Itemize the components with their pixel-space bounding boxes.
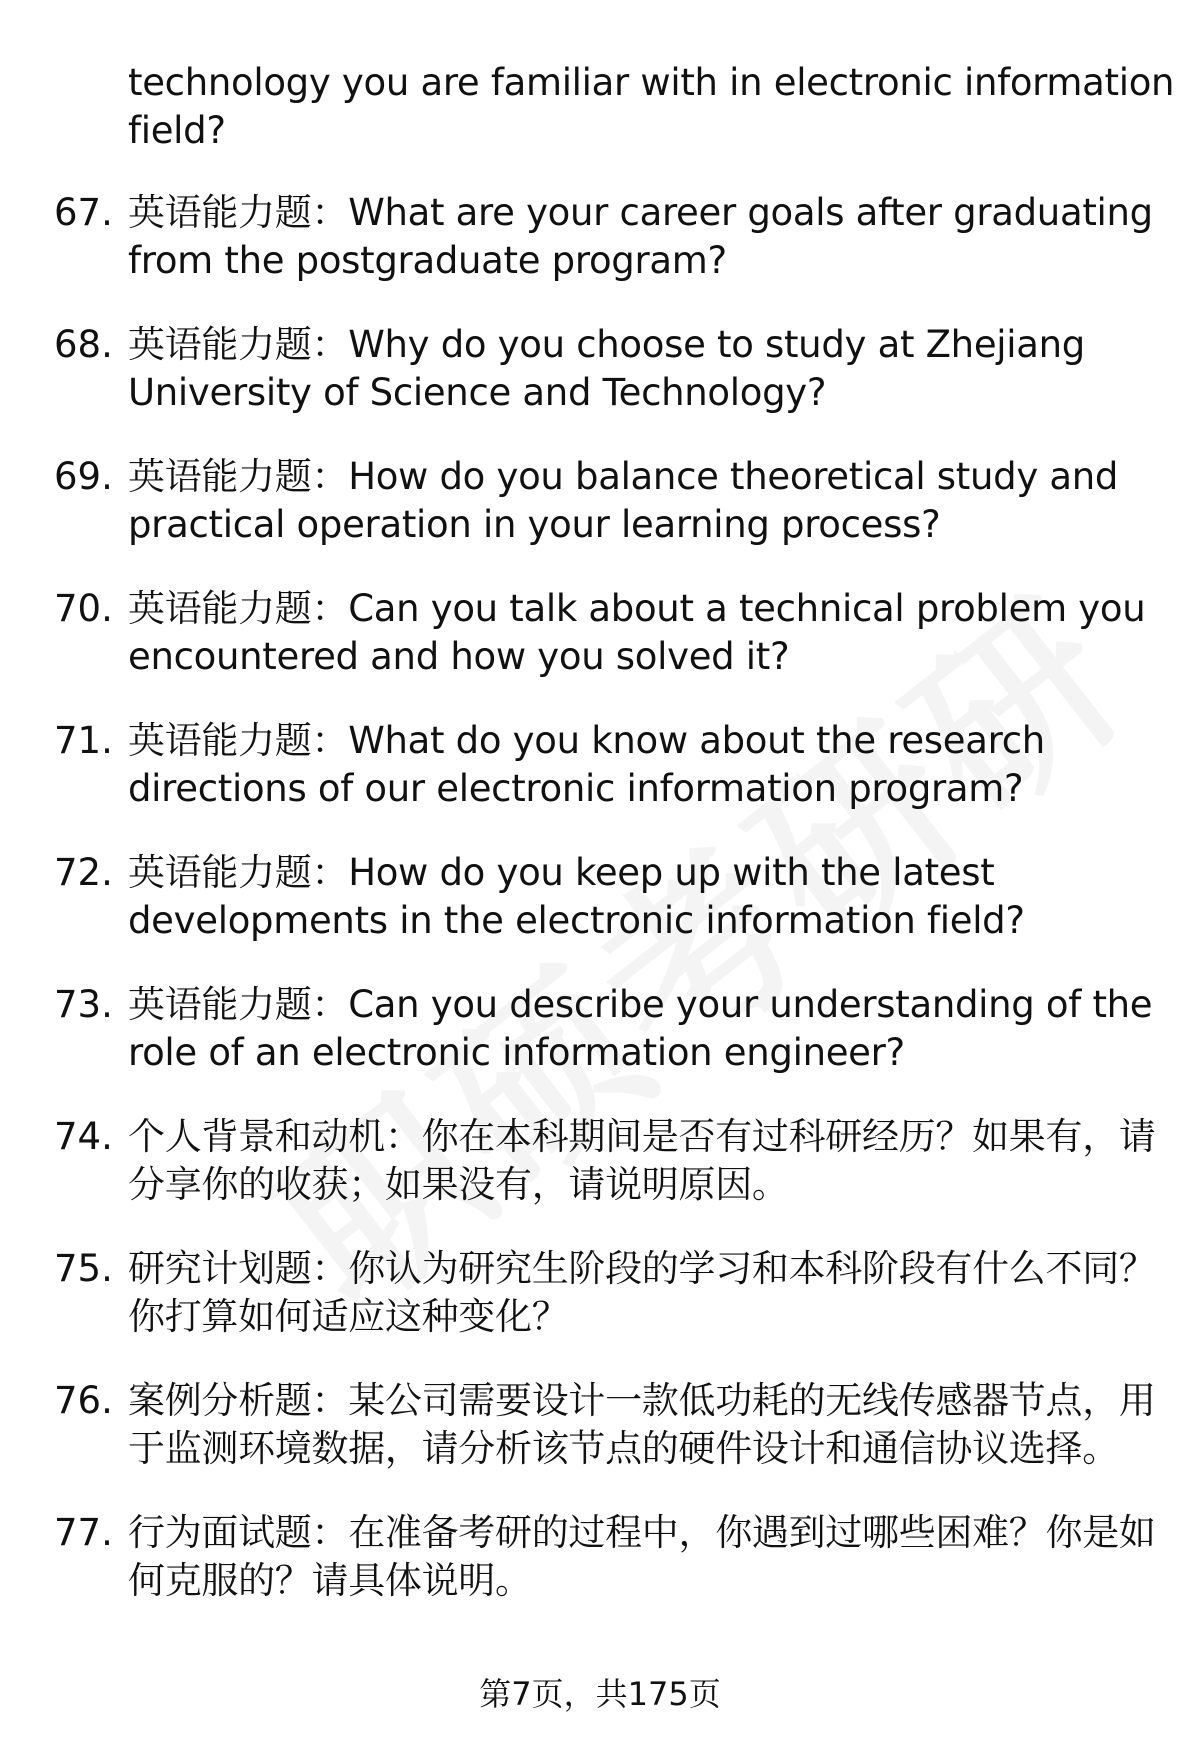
question-item-71 xyxy=(0,717,1200,817)
intro-line-2: field? xyxy=(128,109,226,152)
question-text-line-1: 研究计划题：你认为研究生阶段的学习和本科阶段有什么不同？ xyxy=(128,1247,1156,1290)
question-number: 74. xyxy=(54,1115,113,1158)
question-item-76 xyxy=(0,1377,1200,1477)
question-text-line-2: University of Science and Technology? xyxy=(128,371,827,414)
question-item-67 xyxy=(0,189,1200,289)
intro-line-1: technology you are familiar with in electronic information xyxy=(128,61,1175,104)
question-number: 75. xyxy=(54,1247,113,1290)
question-text-line-2: 分享你的收获；如果没有，请说明原因。 xyxy=(128,1163,789,1206)
question-text-line-2: 何克服的？请具体说明。 xyxy=(128,1559,532,1602)
question-text-line-1: 英语能力题：Can you describe your understanding of the xyxy=(128,983,1153,1026)
question-text-line-2: 你打算如何适应这种变化？ xyxy=(128,1295,569,1338)
question-item-69 xyxy=(0,453,1200,553)
question-text-line-2: role of an electronic information engineer? xyxy=(128,1031,905,1074)
question-item-77 xyxy=(0,1509,1200,1609)
question-text-line-1: 英语能力题：How do you keep up with the latest xyxy=(128,851,995,894)
question-number: 67. xyxy=(54,191,113,234)
question-item-73 xyxy=(0,981,1200,1081)
question-item-74 xyxy=(0,1113,1200,1213)
question-number: 69. xyxy=(54,455,113,498)
question-item-70 xyxy=(0,585,1200,685)
question-text-line-1: 案例分析题：某公司需要设计一款低功耗的无线传感器节点，用 xyxy=(128,1379,1156,1422)
question-text-line-1: 个人背景和动机：你在本科期间是否有过科研经历？如果有，请 xyxy=(128,1115,1156,1158)
question-number: 70. xyxy=(54,587,113,630)
question-text-line-1: 英语能力题：How do you balance theoretical study and xyxy=(128,455,1119,498)
question-item-68 xyxy=(0,321,1200,421)
question-text-line-1: 英语能力题：What do you know about the research xyxy=(128,719,1045,762)
question-number: 73. xyxy=(54,983,113,1026)
question-text-line-1: 行为面试题：在准备考研的过程中，你遇到过哪些困难？你是如 xyxy=(128,1511,1156,1554)
question-text-line-2: practical operation in your learning process? xyxy=(128,503,941,546)
question-item-72 xyxy=(0,849,1200,949)
question-text-line-2: encountered and how you solved it? xyxy=(128,635,790,678)
question-text-line-2: 于监测环境数据，请分析该节点的硬件设计和通信协议选择。 xyxy=(128,1427,1119,1470)
question-text-line-1: 英语能力题：Can you talk about a technical problem you xyxy=(128,587,1146,630)
question-number: 68. xyxy=(54,323,113,366)
question-number: 76. xyxy=(54,1379,113,1422)
question-text-line-2: from the postgraduate program? xyxy=(128,239,727,282)
question-text-line-1: 英语能力题：What are your career goals after graduating xyxy=(128,191,1153,234)
page-footer: 第7页，共175页 xyxy=(479,1675,721,1713)
question-number: 77. xyxy=(54,1511,113,1554)
question-number: 72. xyxy=(54,851,113,894)
question-text-line-2: developments in the electronic information field? xyxy=(128,899,1025,942)
question-number: 71. xyxy=(54,719,113,762)
question-item-75 xyxy=(0,1245,1200,1345)
question-text-line-2: directions of our electronic information program? xyxy=(128,767,1024,810)
question-text-line-1: 英语能力题：Why do you choose to study at Zhejiang xyxy=(128,323,1085,366)
